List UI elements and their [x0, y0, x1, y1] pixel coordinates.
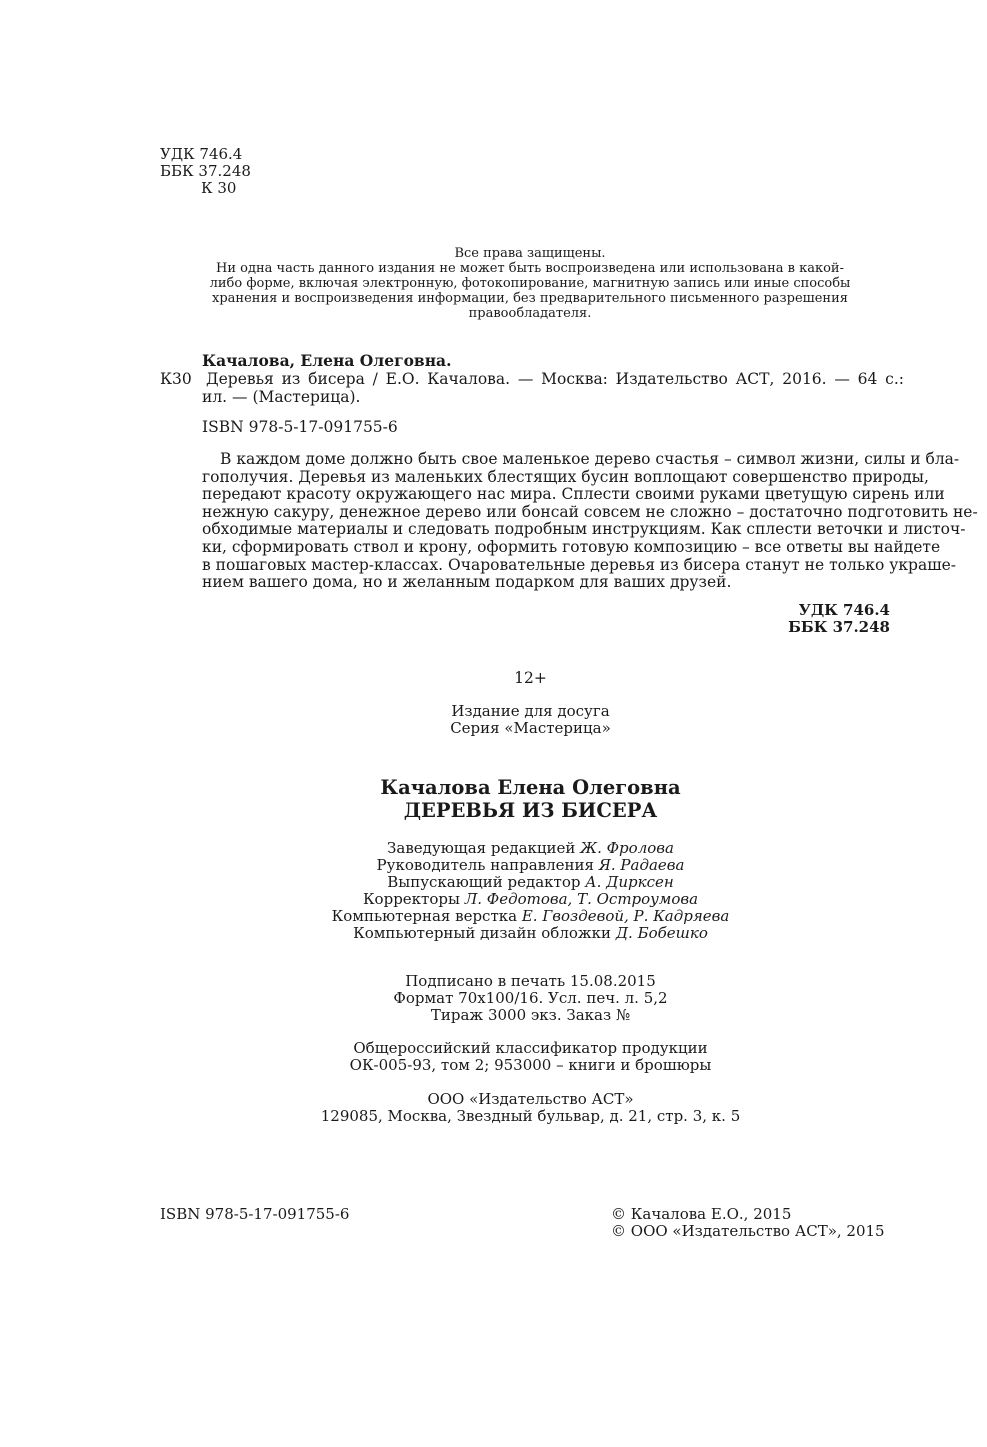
copyright-block [611, 1206, 885, 1240]
copyright-author: © Качалова Е.О., 2015 [611, 1205, 792, 1223]
credit-row [0, 925, 987, 942]
classification-right [788, 602, 890, 636]
annotation-line: в пошаговых мастер-классах. Очаровательные деревья из бисера станут не только украше- [202, 555, 957, 574]
rights-line: правообладателя. [468, 306, 592, 321]
book-title: ДЕРЕВЬЯ ИЗ БИСЕРА [403, 799, 658, 822]
credit-role: Руководитель направления [376, 856, 594, 874]
annotation [202, 450, 978, 592]
edition-series: Серия «Мастерица» [450, 719, 611, 737]
rights-line: Все права защищены. [454, 246, 606, 261]
age-rating: 12+ [514, 669, 547, 687]
annotation-line: ки, сформировать ствол и крону, оформить готовую композицию – все ответы вы найдете [202, 537, 941, 556]
footer-isbn: ISBN 978-5-17-091755-6 [160, 1205, 350, 1223]
credit-name: Л. Федотова, Т. Остроумова [464, 890, 699, 908]
credit-role: Заведующая редакцией [387, 839, 576, 857]
rights-notice [200, 246, 860, 321]
credit-name: А. Дирксен [585, 873, 674, 891]
print-format: Формат 70x100/16. Усл. печ. л. 5,2 [393, 989, 668, 1007]
classification-top [160, 146, 251, 197]
credit-role: Компьютерный дизайн обложки [353, 924, 612, 942]
annotation-line: гополучия. Деревья из маленьких блестящих бусин воплощают совершенство природы, [202, 467, 929, 486]
annotation-line: В каждом доме должно быть свое маленькое дерево счастья – символ жизни, силы и бла- [220, 450, 960, 468]
credit-row [0, 891, 987, 908]
annotation-line: передают красоту окружающего нас мира. Сплести своими руками цветущую сирень или [202, 485, 945, 504]
credit-row [0, 874, 987, 891]
publisher-name: ООО «Издательство АСТ» [427, 1090, 634, 1108]
classifier-title: Общероссийский классификатор продукции [353, 1039, 708, 1057]
annotation-line: нием вашего дома, но и желанным подарком для ваших друзей. [202, 573, 732, 592]
copyright-publisher: © ООО «Издательство АСТ», 2015 [611, 1222, 885, 1240]
annotation-line: обходимые материалы и следовать подробным инструкциям. Как сплести веточки и листоч- [202, 520, 966, 539]
bibliographic-record [160, 352, 904, 436]
print-run: Тираж 3000 экз. Заказ № [430, 1006, 631, 1024]
credit-name: Е. Гвоздевой, Р. Кадряева [521, 907, 730, 925]
product-classifier [0, 1040, 987, 1074]
rights-line: Ни одна часть данного издания не может быть воспроизведена или использована в какой- [216, 261, 844, 276]
udk-code-right: УДК 746.4 [798, 601, 890, 619]
credit-name: Я. Радаева [598, 856, 685, 874]
credit-name: Ж. Фролова [580, 839, 674, 857]
author-mark: К 30 [201, 179, 237, 197]
credit-name: Д. Бобешко [615, 924, 708, 942]
udk-code: УДК 746.4 [160, 145, 243, 163]
bibliographic-isbn: ISBN 978-5-17-091755-6 [202, 418, 398, 436]
credit-row [0, 857, 987, 874]
credit-role: Компьютерная верстка [331, 907, 518, 925]
credit-row [0, 840, 987, 857]
bibliographic-author: Качалова, Елена Олеговна. [202, 351, 452, 370]
bbk-code-right: ББК 37.248 [788, 618, 890, 636]
print-info [0, 973, 987, 1024]
classifier-code: ОК-005-93, том 2; 953000 – книги и брошюры [349, 1056, 712, 1074]
rights-line: либо форме, включая электронную, фотокопирование, магнитную запись или иные способы [209, 276, 851, 291]
credit-role: Корректоры [362, 890, 460, 908]
book-heading [0, 776, 987, 822]
publisher-info [0, 1091, 987, 1125]
annotation-line: нежную сакуру, денежное дерево или бонсай совсем не сложно – достаточно подготовить не- [202, 502, 978, 521]
bbk-code: ББК 37.248 [160, 162, 251, 180]
publisher-address: 129085, Москва, Звездный бульвар, д. 21, стр. 3, к. 5 [320, 1107, 741, 1125]
credit-role: Выпускающий редактор [387, 873, 581, 891]
bibliographic-description-cont: ил. — (Мастерица). [202, 388, 361, 406]
bibliographic-description-row [160, 370, 904, 388]
edition-type: Издание для досуга [451, 702, 610, 720]
book-author: Качалова Елена Олеговна [380, 776, 681, 799]
bibliographic-code: К30 [160, 370, 192, 388]
edition-info [0, 703, 987, 737]
credits [0, 840, 987, 942]
bibliographic-description: Деревья из бисера / Е.О. Качалова. — Москва: Издательство АСТ, 2016. — 64 с.: [206, 370, 904, 388]
print-signed: Подписано в печать 15.08.2015 [405, 972, 656, 990]
credit-row [0, 908, 987, 925]
rights-line: хранения и воспроизведения информации, без предварительного письменного разрешения [212, 291, 848, 306]
